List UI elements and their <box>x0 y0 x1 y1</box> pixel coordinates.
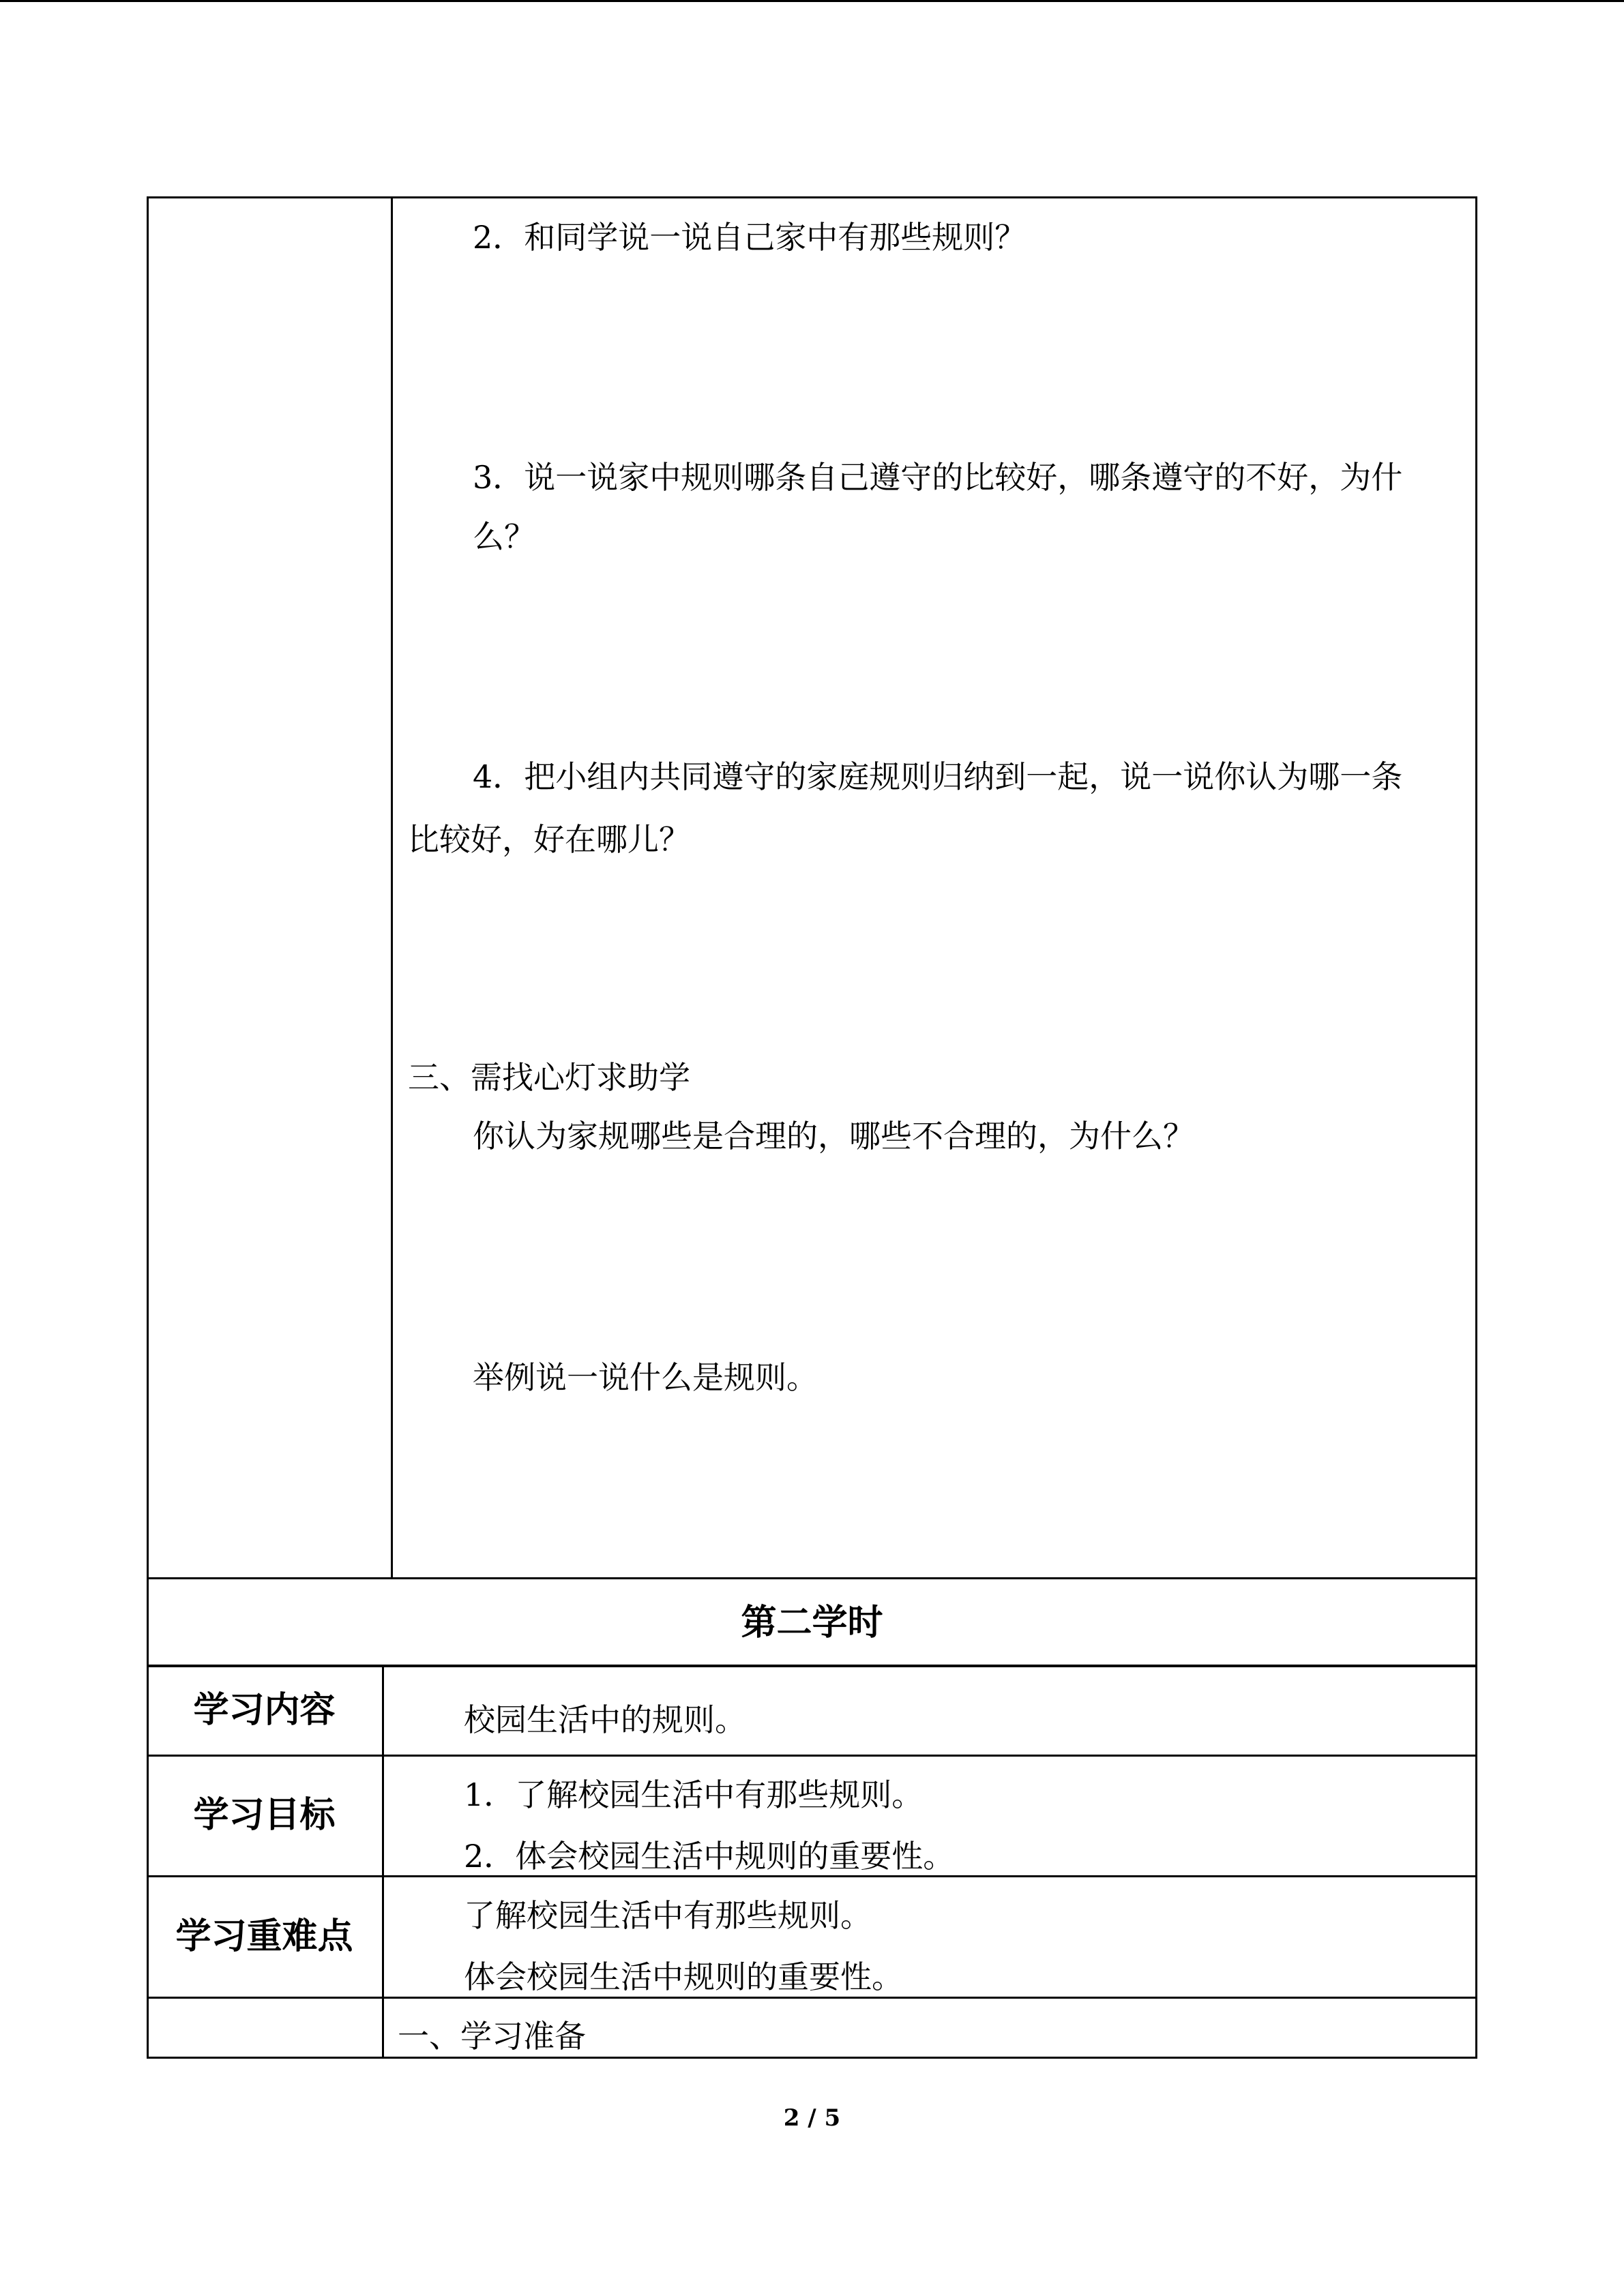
column-divider-lower <box>382 1666 384 2058</box>
question-3-line1: 3．说一说家中规则哪条自己遵守的比较好，哪条遵守的不好，为什 <box>473 459 1403 496</box>
lesson-2-title: 第二学时 <box>741 1602 883 1643</box>
row-key-point-line2: 体会校园生活中规则的重要性。 <box>464 1958 903 1995</box>
page-top-border <box>0 0 1624 2</box>
row-label-objectives: 学习目标 <box>193 1795 336 1836</box>
row-key-point-line1: 了解校园生活中有那些规则。 <box>464 1897 872 1934</box>
row-divider <box>147 1577 1477 1579</box>
row-objective-line1: 1．了解校园生活中有那些规则。 <box>464 1776 924 1813</box>
row-content-line1: 校园生活中的规则。 <box>464 1701 746 1738</box>
section-3-question: 你认为家规哪些是合理的，哪些不合理的，为什么？ <box>473 1118 1194 1154</box>
question-4-line2: 比较好，好在哪儿？ <box>408 821 690 858</box>
page-number: 2 / 5 <box>783 2104 841 2132</box>
row-border-1 <box>147 1755 1477 1757</box>
column-divider-upper <box>391 196 393 1579</box>
question-4-line1: 4．把小组内共同遵守的家庭规则归纳到一起，说一说你认为哪一条 <box>473 758 1403 795</box>
section-3-example: 举例说一说什么是规则。 <box>473 1359 818 1396</box>
row-objective-line2: 2．体会校园生活中规则的重要性。 <box>464 1838 955 1875</box>
table-top-border <box>147 196 1477 198</box>
table-bottom-border <box>147 2057 1477 2059</box>
section-3-title: 三、需找心灯求助学 <box>408 1059 690 1096</box>
question-2: 2．和同学说一说自己家中有那些规则？ <box>473 219 1027 256</box>
table-left-border <box>147 196 149 2058</box>
question-3-line2: 么？ <box>473 518 535 555</box>
row-label-content: 学习内容 <box>193 1690 336 1731</box>
row-label-key-points: 学习重难点 <box>175 1916 353 1957</box>
title-row-bottom-border <box>147 1665 1477 1667</box>
section-1-title: 一、学习准备 <box>398 2018 586 2055</box>
table-right-border <box>1475 196 1477 2058</box>
